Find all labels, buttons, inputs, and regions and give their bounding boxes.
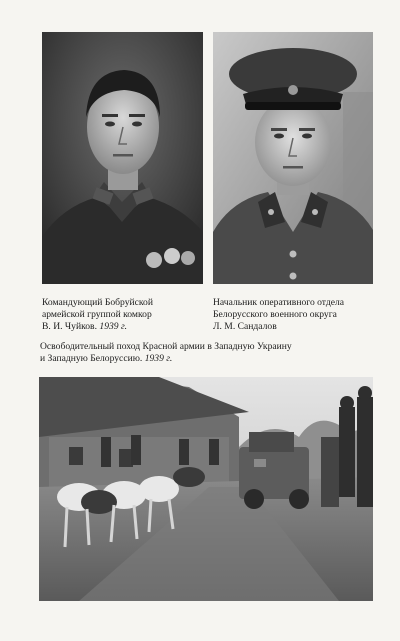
caption-line: [42, 321, 207, 333]
portrait-photo-sandalov: [213, 32, 373, 284]
caption-line: Начальник оперативного отдела: [213, 297, 345, 308]
caption-line: Командующий Бобруйской: [42, 297, 153, 308]
caption-name: В. И. Чуйков.: [42, 321, 100, 332]
caption-march: [40, 341, 380, 365]
caption-year: 1939 г.: [99, 321, 127, 332]
caption-year: 1939 г.: [144, 353, 173, 364]
march-photo: [39, 377, 373, 601]
caption-line: Л. М. Сандалов: [213, 321, 277, 332]
caption-line: Белорусского военного округа: [213, 309, 337, 320]
caption-line: армейской группой комкор: [42, 309, 152, 320]
caption-sandalov: [213, 297, 383, 333]
caption-line: Освободительный поход Красной армии в Западную Украину: [40, 341, 292, 352]
caption-line: [40, 353, 380, 365]
caption-text: и Западную Белоруссию.: [40, 353, 145, 364]
caption-chuikov: [42, 297, 207, 333]
portrait-photo-chuikov: [42, 32, 203, 284]
